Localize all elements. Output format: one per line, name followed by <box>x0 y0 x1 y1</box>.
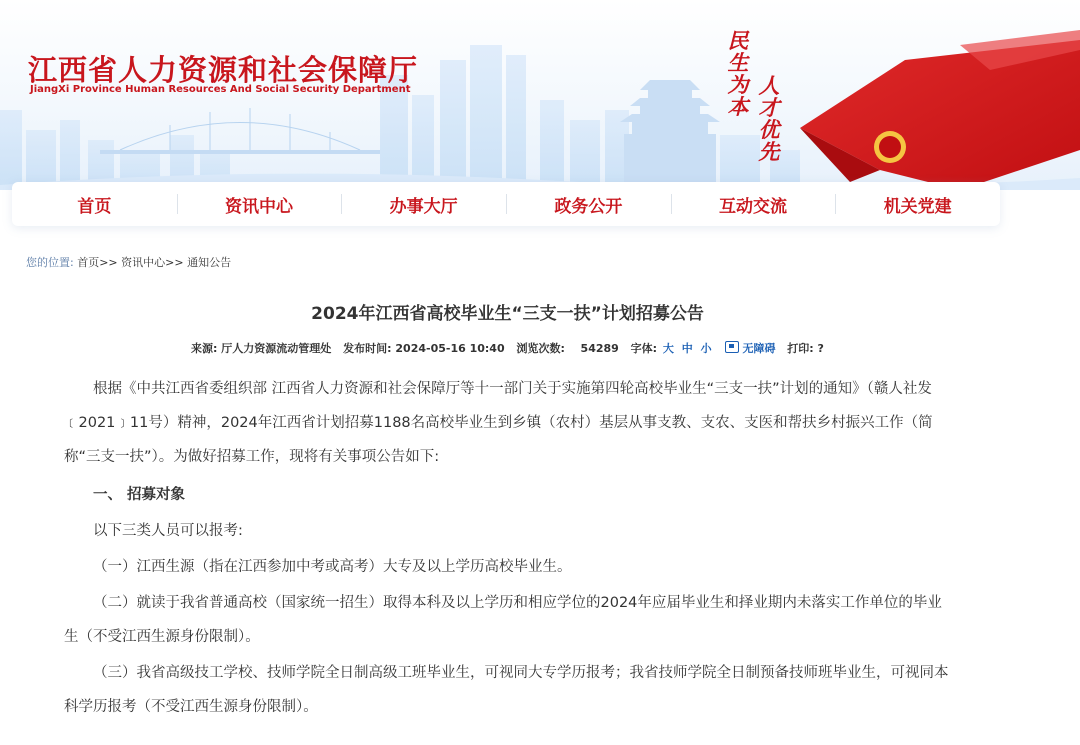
paragraph: （二）就读于我省普通高校（国家统一招生）取得本科及以上学历和相应学位的2024年应届毕业生和择业期内未落实工作单位的毕业生（不受江西生源身份限制）。 <box>64 595 942 645</box>
source-label: 来源: <box>191 342 218 355</box>
article-title: 2024年江西省高校毕业生“三支一扶”计划招募公告 <box>311 304 704 325</box>
view-count-value: 54289 <box>580 342 619 355</box>
nav-party-building[interactable]: 机关党建 <box>835 192 1000 217</box>
breadcrumb-news-link[interactable]: 资讯中心 <box>121 256 166 269</box>
nav-interaction[interactable]: 互动交流 <box>671 192 836 217</box>
slogan-right: 人才优先 <box>758 73 780 164</box>
site-subtitle: JiangXi Province Human Resources And Social Security Department <box>30 84 411 95</box>
publish-time-value: 2024-05-16 10:40 <box>395 342 505 355</box>
source-value: 厅人力资源流动管理处 <box>221 342 332 355</box>
font-medium-button[interactable]: 中 <box>681 342 693 355</box>
breadcrumb-separator: >> <box>165 256 184 269</box>
accessibility-button[interactable] <box>725 342 775 355</box>
section-heading: 一、 招募对象 <box>93 487 186 503</box>
article-meta <box>0 340 1015 356</box>
print-label: 打印: <box>787 342 814 355</box>
accessibility-icon <box>725 341 739 353</box>
print-icon[interactable]: ? <box>817 342 824 355</box>
site-header <box>0 0 1080 190</box>
paragraph: （一）江西生源（指在江西参加中考或高考）大专及以上学历高校毕业生。 <box>93 559 572 575</box>
font-small-button[interactable]: 小 <box>700 342 712 355</box>
article-body <box>64 372 950 724</box>
breadcrumb-label: 您的位置: <box>26 256 74 269</box>
publish-time-label: 发布时间: <box>343 342 392 355</box>
paragraph: （三）我省高级技工学校、技师学院全日制高级工班毕业生，可视同大专学历报考；我省技师学院全日制预备技师班毕业生，可视同本科学历报考（不受江西生源身份限制）。 <box>64 665 949 715</box>
paragraph: 根据《中共江西省委组织部 江西省人力资源和社会保障厅等十一部门关于实施第四轮高校毕业生“三支一扶”计划的通知》（赣人社发﹝2021﹞11号）精神，2024年江西省计划招募1188名高校毕业生到乡镇（农村）基层从事支教、支农、支医和帮扶乡村振兴工作（简称“三支一扶”）。为做好招募工作，现将有关事项公告如下: <box>64 381 933 465</box>
paragraph: 以下三类人员可以报考: <box>93 523 243 539</box>
breadcrumb-separator: >> <box>99 256 118 269</box>
font-size-label: 字体: <box>630 342 658 355</box>
nav-service-hall[interactable]: 办事大厅 <box>341 192 506 217</box>
nav-home[interactable]: 首页 <box>77 196 112 217</box>
skyline-banner <box>0 0 1080 190</box>
slogan-left: 民生为本 <box>727 28 749 119</box>
breadcrumb <box>12 240 1000 290</box>
main-nav <box>12 182 1000 226</box>
site-title[interactable]: 江西省人力资源和社会保障厅 <box>28 53 419 87</box>
nav-government-affairs[interactable]: 政务公开 <box>506 192 671 217</box>
font-large-button[interactable]: 大 <box>662 342 674 355</box>
breadcrumb-home-link[interactable]: 首页 <box>77 256 100 269</box>
nav-news-center[interactable]: 资讯中心 <box>177 192 342 217</box>
breadcrumb-notice-link[interactable]: 通知公告 <box>187 256 232 269</box>
accessibility-label: 无障碍 <box>742 342 776 355</box>
view-count-label: 浏览次数: <box>516 342 565 355</box>
